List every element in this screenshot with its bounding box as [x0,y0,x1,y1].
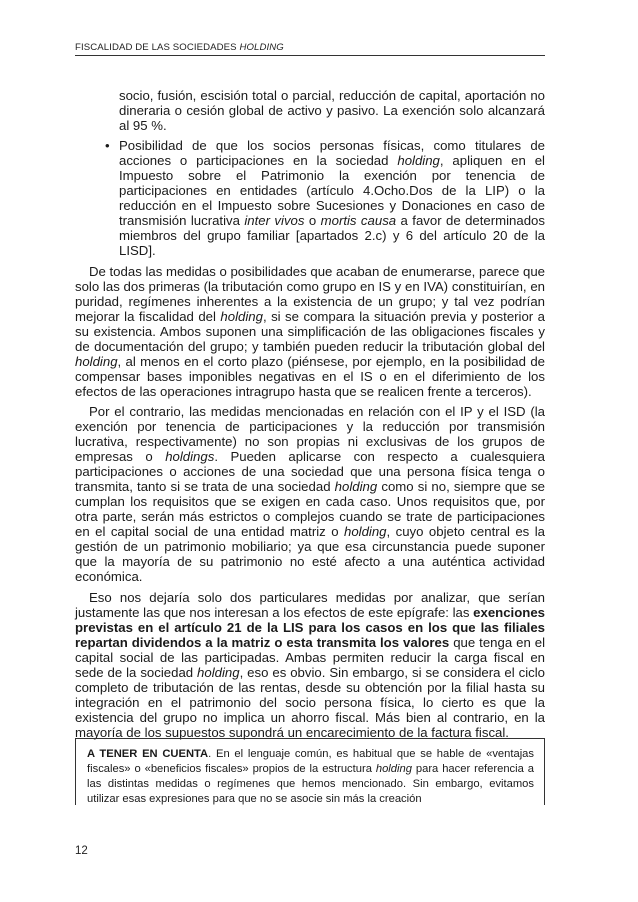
note-text-1: . En el lenguaje común, es habitual que se hable de «ventajas fiscales» o «beneficios fiscales» propios de la estructura [87,748,535,776]
p1-text-3: , al menos en el corto plazo (piénsese, por ejemplo, en la posibilidad de compensar bases imponibles negativas en el IS o en el diferimiento de los efectos de las operaciones intragrupo hasta que se realicen frente a terceros). [75,353,545,399]
body-text [75,88,545,740]
paragraph-1 [75,264,545,399]
p3-text-3: , eso es obvio. Sin embargo, si se considera el ciclo completo de tributación de las rentas, desde su obtención por la filial hasta su integración en el patrimonio del socio persona física, lo cierto es que la existencia del grupo no implica un ahorro fiscal. Más bien al contrario, en la mayoría de los supuestos supondrá un encarecimiento de la factura fiscal. [75,664,545,740]
p2-text-4: , cuyo objeto central es la gestión de un patrimonio mobiliario; ya que esa circunstancia puede suponer que la mayoría de su patrimonio no esté afecto a una auténtica actividad económica. [75,524,545,585]
p1-italic-1: holding [220,308,263,324]
bullet-italic-3: mortis causa [320,213,397,229]
bullet-italic-1: holding [397,153,440,169]
bullet-italic-2: inter vivos [244,213,305,229]
p2-italic-3: holding [343,524,387,540]
bullet-text-3: o [304,213,321,229]
bullet-marker: • [105,138,110,154]
p2-italic-2: holding [334,479,378,495]
note-text-2: para hacer referencia a las distintas medidas o regímenes que hemos mencionado. Sin embargo, evitamos utilizar esas expresiones para que no se asocie sin más la creación [87,763,534,805]
p2-text-3: como si no, siempre que se cumplan los requisitos que se exigen en cada caso. Unos requisitos que, por otra parte, serán más estrictos o complejos cuando se trate de participaciones en el capital social de una entidad matriz o [75,479,545,540]
bullet-text-1: Posibilidad de que los socios personas físicas, como titulares de acciones o participaciones en la sociedad [119,138,545,169]
paragraph-3 [75,590,545,740]
bullet-item [105,138,545,259]
note-italic-1: holding [375,763,412,776]
p3-bold-1: exenciones previstas en el artículo 21 de la LIS para los casos en los que las filiales repartan dividendos a la matriz o esta transmita los valores [75,604,545,650]
p2-text-1: Por el contrario, las medidas mencionadas en relación con el IP y el ISD (la exención por tenencia de participaciones y la reducción por transmisión lucrativa, respectivamente) no son propias ni exclusivas de los grupos de empresas o [75,403,545,465]
p2-italic-1: holdings [165,449,215,465]
page-number: 12 [75,845,88,857]
bullet-text-2: , apliquen en el Impuesto sobre el Patrimonio la exención por tenencia de participaciones en entidades (artículo 4.Ocho.Dos de la LIP) o la reducción en el Impuesto sobre Sucesiones y Donaciones en caso de transmisión lucrativa [119,153,545,229]
p3-text-1: Eso nos dejaría solo dos particulares medidas por analizar, que serían justamente las que nos interesan a los efectos de este epígrafe: las [75,589,545,620]
running-header-title: FISCALIDAD DE LAS SOCIEDADES [75,42,237,53]
running-header-title-italic: HOLDING [239,42,284,53]
p1-italic-2: holding [75,353,118,369]
bullet-text-4: a favor de determinados miembros del grupo familiar [apartados 2.c) y 6 del artículo 20 de la LISD]. [119,213,545,259]
note-box [75,738,545,805]
paragraph-2 [75,404,545,585]
running-header [75,42,543,53]
p3-text-2: que tenga en el capital social de las participadas. Ambas permiten reducir la carga fiscal en sede de la sociedad [75,634,545,680]
header-rule [75,55,545,56]
p2-text-2: . Pueden aplicarse con respecto a cualesquiera participaciones o acciones de una sociedad que una persona física tenga o transmita, tanto si se trata de una sociedad [75,449,545,495]
p3-italic-1: holding [197,664,240,680]
p1-text-1: De todas las medidas o posibilidades que acaban de enumerarse, parece que solo las dos primeras (la tributación como grupo en IS y en IVA) constituirían, en puridad, regímenes inherentes a la existencia de un grupo; y tal vez podrían mejorar la fiscalidad del [75,263,545,324]
note-label: A TENER EN CUENTA [87,748,209,760]
p1-text-2: , si se compara la situación previa y posterior a su existencia. Ambos suponen una simplificación de las obligaciones fiscales y de documentación del grupo; y también pueden reducir la tributación global del [75,308,545,354]
continued-bullet-text: socio, fusión, escisión total o parcial, reducción de capital, aportación no dineraria o cesión global de activo y pasivo. La exención solo alcanzará al 95 %. [119,88,545,134]
